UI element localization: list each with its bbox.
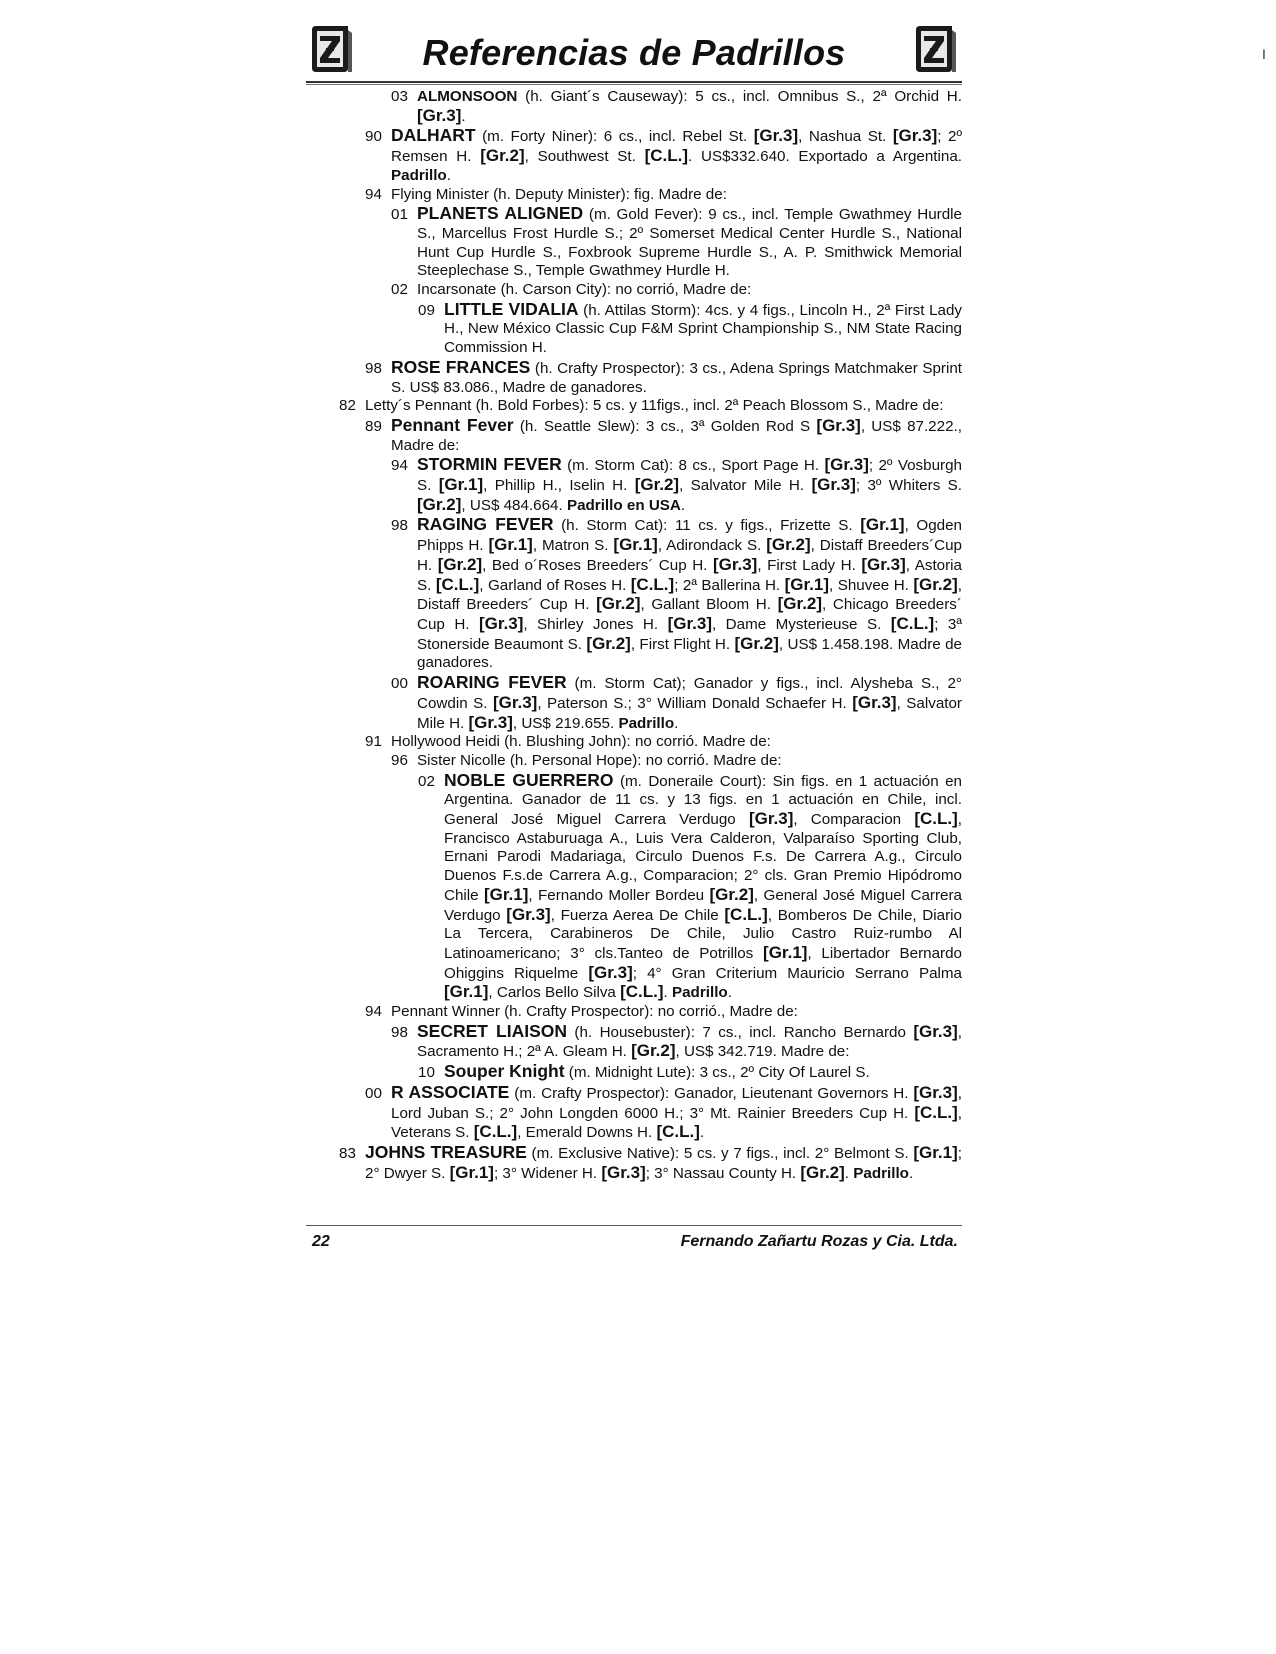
zanartu-logo-icon xyxy=(912,24,958,74)
entry: 94 STORMIN FEVER (m. Storm Cat): 8 cs., Sport Page H. [Gr.3]; 2º Vosburgh S. [Gr.1], Phillip H., Iselin H. [Gr.2], Salvator Mile H. [Gr.3]; 3º Whiters S. [Gr.2], US$ 484.664. Padrillo en USA. xyxy=(391,454,962,514)
page-footer xyxy=(306,1233,962,1255)
pedigree-text xyxy=(306,88,962,1183)
entry: 90 DALHART (m. Forty Niner): 6 cs., incl. Rebel St. [Gr.3], Nashua St. [Gr.3]; 2º Remsen H. [Gr.2], Southwest St. [C.L.]. US$332.640. Exportado a Argentina. Padrillo. xyxy=(365,125,963,184)
entry: 03 ALMONSOON (h. Giant´s Causeway): 5 cs., incl. Omnibus S., 2ª Orchid H. [Gr.3]. xyxy=(391,88,962,125)
entry: 94 Pennant Winner (h. Crafty Prospector): no corrió., Madre de: xyxy=(365,1003,798,1021)
entry: 98 RAGING FEVER (h. Storm Cat): 11 cs. y figs., Frizette S. [Gr.1], Ogden Phipps H. [Gr.1], Matron S. [Gr.1], Adirondack S. [Gr.2], Distaff Breeders´Cup H. [Gr.2], Bed o´Roses Breeders´ Cup H. [Gr.3], First Lady H. [Gr.3], Astoria S. [C.L.], Garland of Roses H. [C.L.]; 2ª Ballerina H. [Gr.1], Shuvee H. [Gr.2], Distaff Breeders´ Cup H. [Gr.2], Gallant Bloom H. [Gr.2], Chicago Breeders´ Cup H. [Gr.3], Shirley Jones H. [Gr.3], Dame Mysterieuse S. [C.L.]; 3ª Stonerside Beaumont S. [Gr.2], First Flight H. [Gr.2], US$ 1.458.198. Madre de ganadores. xyxy=(391,514,963,672)
entry: 98 ROSE FRANCES (h. Crafty Prospector): 3 cs., Adena Springs Matchmaker Sprint S. US$ 83.086., Madre de ganadores. xyxy=(365,356,962,396)
entry: 01 PLANETS ALIGNED (m. Gold Fever): 9 cs., incl. Temple Gwathmey Hurdle S., Marcellus Frost Hurdle S.; 2º Somerset Medical Center Hurdle S., National Hunt Cup Hurdle S., Foxbrook Supreme Hurdle S., A. P. Smithwick Memorial Steeplechase S., Temple Gwathmey Hurdle H. xyxy=(391,203,962,280)
side-mark: I xyxy=(1262,46,1266,62)
entry: 96 Sister Nicolle (h. Personal Hope): no corrió. Madre de: xyxy=(391,751,782,769)
entry: 94 Flying Minister (h. Deputy Minister): fig. Madre de: xyxy=(365,185,727,203)
entry: 83 JOHNS TREASURE (m. Exclusive Native): 5 cs. y 7 figs., incl. 2° Belmont S. [Gr.1]; 2° Dwyer S. [Gr.1]; 3° Widener H. [Gr.3]; 3° Nassau County H. [Gr.2]. Padrillo. xyxy=(339,1141,962,1182)
entry: 10 Souper Knight (m. Midnight Lute): 3 cs., 2º City Of Laurel S. xyxy=(418,1061,870,1082)
entry: 02 NOBLE GUERRERO (m. Doneraile Court): Sin figs. en 1 actuación en Argentina. Ganador de 11 cs. y 13 figs. en 1 actuación en Chile, incl. General José Miguel Carrera Verdugo [Gr.3], Comparacion [C.L.], Francisco Astaburuaga A., Luis Vera Calderon, Valparaíso Sporting Club, Ernani Parodi Madariaga, Circulo Duenos F.s. De Carrera A.g., Circulo Duenos F.s.de Carrera A.g., Comparacion; 2° cls. Gran Premio Hipódromo Chile [Gr.1], Fernando Moller Bordeu [Gr.2], General José Miguel Carrera Verdugo [Gr.3], Fuerza Aerea De Chile [C.L.], Bomberos De Chile, Diario La Tercera, Carabineros De Chile, Julio Castro Ruiz-rumbo Al Latinoamericano; 3° cls.Tanteo de Potrillos [Gr.1], Libertador Bernardo Ohiggins Riquelme [Gr.3]; 4° Gran Criterium Mauricio Serrano Palma [Gr.1], Carlos Bello Silva [C.L.]. Padrillo. xyxy=(418,769,963,1002)
entry: 98 SECRET LIAISON (h. Housebuster): 7 cs., incl. Rancho Bernardo [Gr.3], Sacramento H.; 2ª A. Gleam H. [Gr.2], US$ 342.719. Madre de: xyxy=(391,1020,962,1061)
entry: 00 ROARING FEVER (m. Storm Cat); Ganador y figs., incl. Alysheba S., 2° Cowdin S. [Gr.3], Paterson S.; 3° William Donald Schaefer H. [Gr.3], Salvator Mile H. [Gr.3], US$ 219.655. Padrillo. xyxy=(391,672,962,732)
header-rule xyxy=(306,81,962,85)
entry: 82 Letty´s Pennant (h. Bold Forbes): 5 cs. y 11figs., incl. 2ª Peach Blossom S., Madre de: xyxy=(339,397,944,415)
entry: 91 Hollywood Heidi (h. Blushing John): no corrió. Madre de: xyxy=(365,733,771,751)
page-header xyxy=(306,22,962,78)
page-title: Referencias de Padrillos xyxy=(422,32,846,73)
entry: 02 Incarsonate (h. Carson City): no corrió, Madre de: xyxy=(391,281,752,299)
entry: 09 LITTLE VIDALIA (h. Attilas Storm): 4cs. y 4 figs., Lincoln H., 2ª First Lady H., New México Classic Cup F&M Sprint Championship S., NM State Racing Commission H. xyxy=(418,298,963,357)
page-number: 22 xyxy=(312,1233,330,1250)
entry: 89 Pennant Fever (h. Seattle Slew): 3 cs., 3ª Golden Rod S [Gr.3], US$ 87.222., Madre de: xyxy=(365,414,962,454)
entry: 00 R ASSOCIATE (m. Crafty Prospector): Ganador, Lieutenant Governors H. [Gr.3], Lord Juban S.; 2° John Longden 6000 H.; 3° Mt. Rainier Breeders Cup H. [C.L.], Veterans S. [C.L.], Emerald Downs H. [C.L.]. xyxy=(365,1081,963,1142)
footer-rule xyxy=(306,1225,962,1226)
company-name: Fernando Zañartu Rozas y Cia. Ltda. xyxy=(680,1233,958,1250)
